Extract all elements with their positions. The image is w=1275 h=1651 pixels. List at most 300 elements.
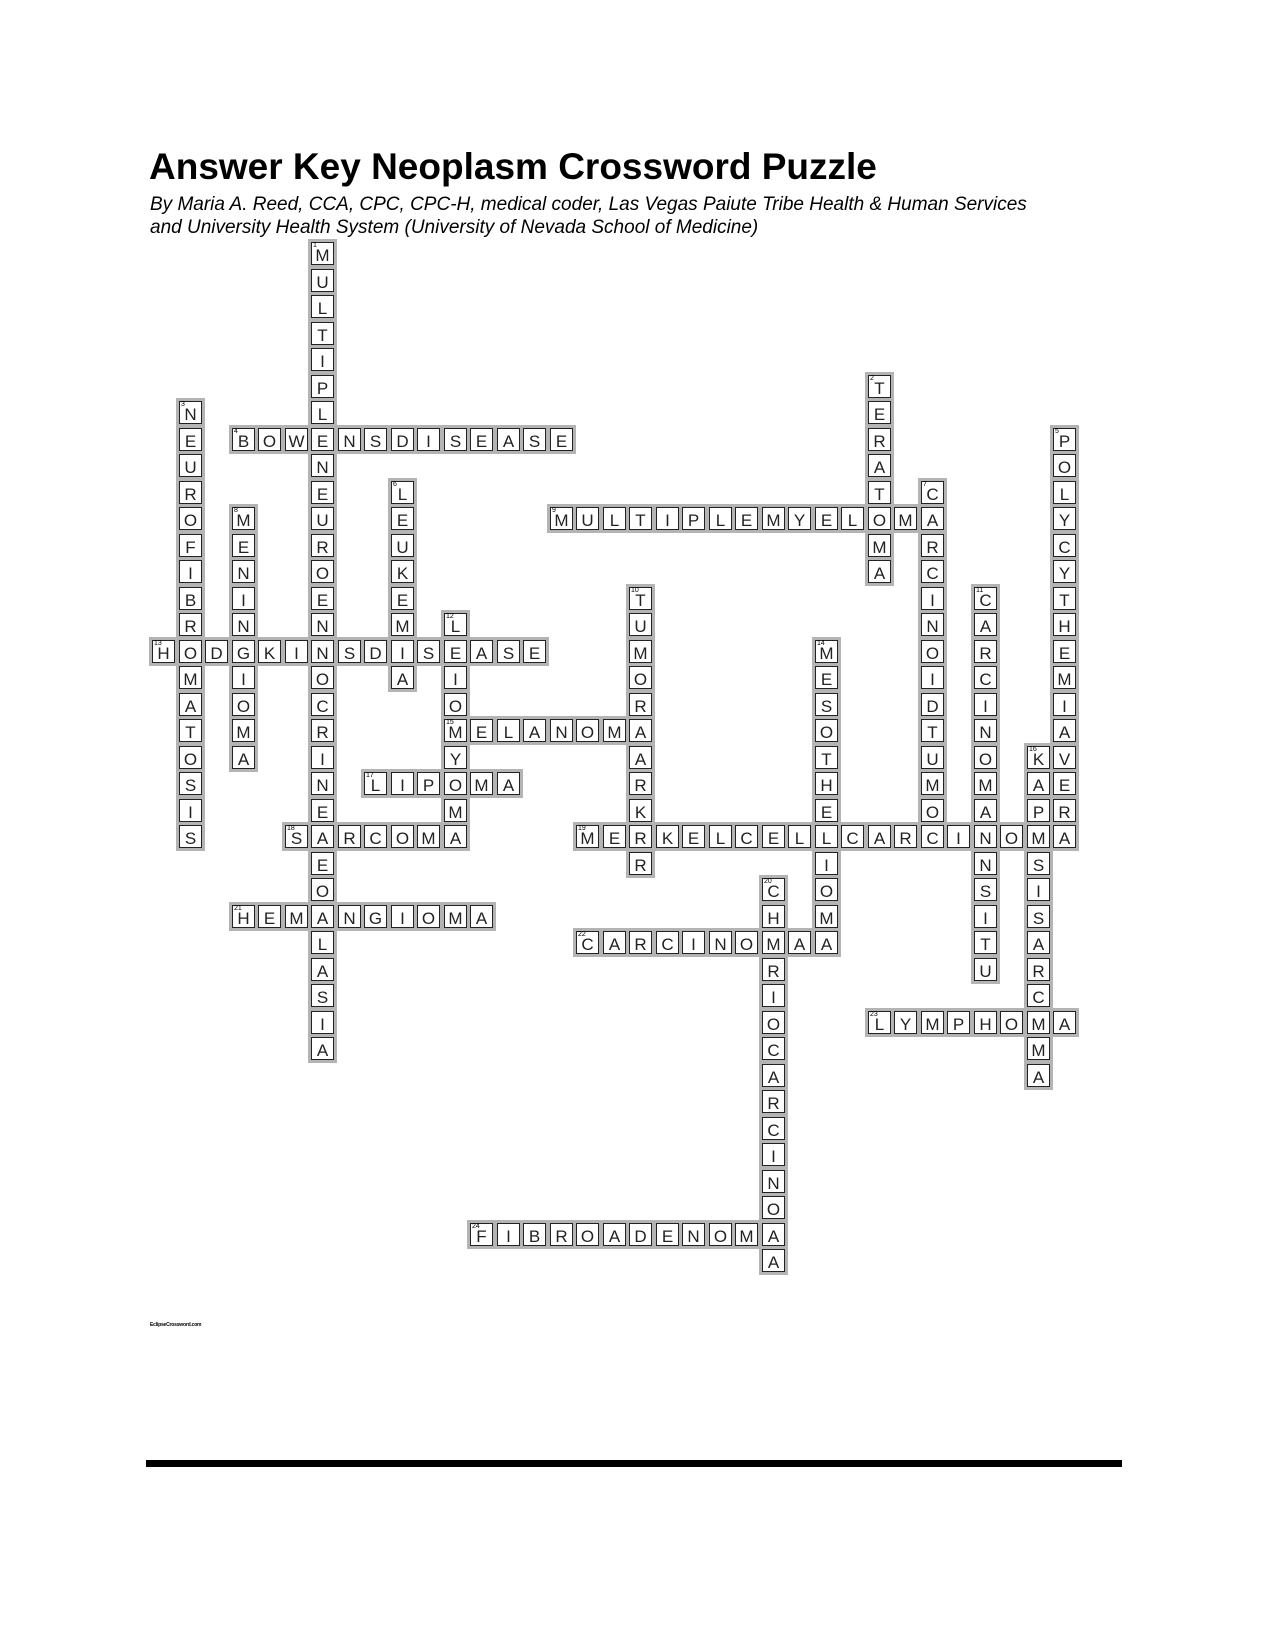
grid-cell (258, 905, 281, 928)
grid-cell (894, 825, 917, 848)
cell-letter: L (715, 829, 726, 848)
cell-letter: O (872, 511, 887, 530)
cell-letter: R (184, 617, 197, 636)
cell-letter: M (739, 1227, 754, 1246)
cell-letter: M (925, 1015, 940, 1034)
cell-letter: L (370, 776, 381, 795)
grid-cell (470, 772, 493, 795)
grid-cell (311, 587, 334, 610)
cell-letter: O (262, 432, 277, 451)
cell-letter: A (926, 511, 939, 530)
cell-letter: A (873, 829, 886, 848)
cell-letter: S (979, 882, 992, 901)
cell-letter: R (1032, 962, 1045, 981)
cell-letter: M (607, 723, 622, 742)
grid-cell (921, 719, 944, 742)
grid-cell (656, 825, 679, 848)
cell-letter: K (396, 564, 409, 583)
cell-letter: I (453, 670, 458, 689)
cell-letter: M (766, 511, 781, 530)
grid-cell (656, 1223, 679, 1246)
cell-letter: R (926, 538, 939, 557)
grid-cell (311, 401, 334, 424)
cell-letter: O (766, 1200, 781, 1219)
grid-cell (762, 1064, 785, 1087)
grid-cell (1053, 428, 1076, 451)
grid-cell (974, 666, 997, 689)
cell-letter: I (320, 750, 325, 769)
grid-cell (868, 560, 891, 583)
grid-cell (550, 428, 573, 451)
cell-letter: S (290, 829, 303, 848)
grid-cell (629, 719, 652, 742)
grid-cell (1053, 587, 1076, 610)
grid-cell (523, 640, 546, 663)
cell-letter: I (930, 591, 935, 610)
grid-cell (947, 1011, 970, 1034)
grid-cell (815, 799, 838, 822)
cell-letter: L (317, 935, 328, 954)
cell-letter: M (1031, 1015, 1046, 1034)
grid-cell (550, 1223, 573, 1246)
cell-letter: I (771, 988, 776, 1007)
grid-cell (444, 693, 467, 716)
cell-letter: E (820, 511, 833, 530)
cell-letter: I (241, 670, 246, 689)
cell-letter: M (448, 909, 463, 928)
cell-letter: N (979, 723, 992, 742)
cell-letter: M (554, 511, 569, 530)
cell-letter: A (316, 1041, 329, 1060)
grid-cell (152, 640, 175, 663)
grid-cell (868, 401, 891, 424)
grid-cell (391, 534, 414, 557)
grid-cell (762, 1117, 785, 1140)
grid-cell (921, 640, 944, 663)
cell-letter: A (184, 697, 197, 716)
grid-cell (1027, 984, 1050, 1007)
cell-letter: E (316, 485, 329, 504)
cell-letter: E (449, 644, 462, 663)
grid-cell (179, 799, 202, 822)
grid-cell (921, 799, 944, 822)
cell-letter: O (633, 670, 648, 689)
cell-letter: Y (1058, 564, 1071, 583)
cell-letter: K (661, 829, 674, 848)
byline-line-2: and University Health System (University of Nevada School of Medicine) (150, 217, 759, 238)
grid-cell (391, 640, 414, 663)
cell-letter: S (184, 829, 197, 848)
cell-letter: L (847, 511, 858, 530)
grid-cell (629, 931, 652, 954)
grid-cell (735, 1223, 758, 1246)
grid-cell (417, 428, 440, 451)
grid-cell (629, 507, 652, 530)
grid-cell (762, 1037, 785, 1060)
grid-cell (338, 825, 361, 848)
cell-letter: D (210, 644, 223, 663)
cell-letter: I (320, 1015, 325, 1034)
clue-number: 20 (764, 878, 772, 885)
clue-number: 5 (1055, 428, 1059, 435)
grid-cell (311, 772, 334, 795)
grid-cell (815, 905, 838, 928)
cell-letter: E (237, 538, 250, 557)
cell-letter: Y (899, 1015, 912, 1034)
grid-cell (311, 295, 334, 318)
cell-letter: R (899, 829, 912, 848)
cell-letter: E (687, 829, 700, 848)
cell-letter: E (316, 432, 329, 451)
cell-letter: E (555, 432, 568, 451)
grid-cell (921, 746, 944, 769)
cell-letter: M (474, 776, 489, 795)
cell-letter: N (979, 856, 992, 875)
cell-letter: L (397, 485, 408, 504)
grid-cell (815, 772, 838, 795)
grid-cell (232, 905, 255, 928)
grid-cell (550, 507, 573, 530)
cell-letter: O (315, 882, 330, 901)
cell-letter: N (767, 1174, 780, 1193)
grid-cell (258, 428, 281, 451)
clue-number: 19 (578, 825, 586, 832)
cell-letter: C (661, 935, 674, 954)
grid-cell (364, 640, 387, 663)
cell-letter: T (185, 723, 196, 742)
cell-letter: O (183, 750, 198, 769)
cell-letter: E (316, 803, 329, 822)
grid-cell (1053, 534, 1076, 557)
clue-number: 7 (923, 481, 927, 488)
grid-cell (603, 825, 626, 848)
cell-letter: I (506, 1227, 511, 1246)
grid-cell (232, 507, 255, 530)
cell-letter: T (635, 591, 646, 610)
clue-number: 18 (287, 825, 295, 832)
grid-cell (682, 931, 705, 954)
cell-letter: M (898, 511, 913, 530)
grid-cell (629, 640, 652, 663)
cell-letter: O (819, 882, 834, 901)
cell-letter: O (448, 697, 463, 716)
cell-letter: F (476, 1227, 487, 1246)
cell-letter: I (320, 352, 325, 371)
grid-cell (921, 587, 944, 610)
cell-letter: L (821, 829, 832, 848)
grid-cell (311, 613, 334, 636)
grid-cell (629, 799, 652, 822)
cell-letter: L (794, 829, 805, 848)
cell-letter: R (634, 776, 647, 795)
cell-letter: L (450, 617, 461, 636)
cell-letter: I (188, 564, 193, 583)
cell-letter: H (1058, 617, 1071, 636)
grid-cell (444, 825, 467, 848)
byline-line-1: By Maria A. Reed, CCA, CPC, CPC-H, medical coder, Las Vegas Paiute Tribe Health & Human Services (150, 194, 1027, 215)
cell-letter: O (183, 644, 198, 663)
grid-cell (417, 772, 440, 795)
grid-cell (868, 375, 891, 398)
cell-letter: S (184, 776, 197, 795)
grid-cell (444, 428, 467, 451)
cell-letter: B (528, 1227, 541, 1246)
grid-cell (603, 719, 626, 742)
cell-letter: T (980, 935, 991, 954)
grid-cell (762, 1011, 785, 1034)
grid-cell (444, 746, 467, 769)
clue-number: 21 (234, 905, 242, 912)
grid-cell (762, 878, 785, 901)
grid-cell (974, 958, 997, 981)
cell-letter: B (184, 591, 197, 610)
grid-cell (629, 825, 652, 848)
grid-cell (470, 719, 493, 742)
grid-cell (974, 772, 997, 795)
cell-letter: V (1058, 750, 1071, 769)
cell-letter: I (241, 591, 246, 610)
grid-cell (656, 507, 679, 530)
cell-letter: E (263, 909, 276, 928)
cell-letter: E (820, 803, 833, 822)
grid-cell (974, 852, 997, 875)
grid-cell (364, 772, 387, 795)
cell-letter: H (767, 909, 780, 928)
grid-cell (762, 931, 785, 954)
cell-letter: E (475, 723, 488, 742)
clue-number: 8 (234, 507, 238, 514)
grid-cell (815, 825, 838, 848)
grid-cell (470, 1223, 493, 1246)
grid-cell (497, 640, 520, 663)
cell-letter: M (1031, 1041, 1046, 1060)
grid-cell (179, 772, 202, 795)
grid-cell (311, 1037, 334, 1060)
cell-letter: A (316, 962, 329, 981)
cell-letter: R (316, 723, 329, 742)
cell-letter: E (396, 511, 409, 530)
grid-cell (179, 613, 202, 636)
grid-cell (338, 905, 361, 928)
grid-cell (444, 719, 467, 742)
cell-letter: D (396, 432, 409, 451)
cell-letter: C (926, 829, 939, 848)
grid-cell (1053, 799, 1076, 822)
cell-letter: L (503, 723, 514, 742)
grid-cell (629, 1223, 652, 1246)
grid-cell (417, 905, 440, 928)
clue-number: 10 (631, 587, 639, 594)
grid-cell (974, 746, 997, 769)
grid-cell (868, 1011, 891, 1034)
grid-cell (179, 587, 202, 610)
clue-number: 2 (870, 375, 874, 382)
grid-cell (311, 640, 334, 663)
clue-number: 3 (181, 401, 185, 408)
cell-letter: M (183, 670, 198, 689)
cell-letter: O (925, 644, 940, 663)
cell-letter: Y (793, 511, 806, 530)
cell-letter: C (369, 829, 382, 848)
grid-cell (576, 719, 599, 742)
cell-letter: I (771, 1147, 776, 1166)
clue-number: 13 (154, 640, 162, 647)
grid-cell (364, 905, 387, 928)
cell-letter: E (661, 1227, 674, 1246)
cell-letter: B (237, 432, 250, 451)
grid-cell (391, 666, 414, 689)
cell-letter: L (1059, 485, 1070, 504)
cell-letter: O (766, 1015, 781, 1034)
cell-letter: C (1032, 988, 1045, 1007)
grid-cell (894, 507, 917, 530)
cell-letter: H (237, 909, 250, 928)
grid-cell (497, 1223, 520, 1246)
cell-letter: A (449, 829, 462, 848)
footer-divider (146, 1460, 1122, 1467)
grid-cell (311, 322, 334, 345)
grid-cell (338, 640, 361, 663)
grid-cell (1053, 825, 1076, 848)
cell-letter: I (930, 670, 935, 689)
grid-cell (762, 1143, 785, 1166)
grid-cell (974, 613, 997, 636)
cell-letter: R (979, 644, 992, 663)
grid-cell (311, 905, 334, 928)
grid-cell (1053, 481, 1076, 504)
grid-cell (682, 1223, 705, 1246)
grid-cell (232, 613, 255, 636)
grid-cell (788, 931, 811, 954)
cell-letter: R (767, 962, 780, 981)
cell-letter: A (793, 935, 806, 954)
cell-letter: U (634, 617, 647, 636)
cell-letter: L (317, 299, 328, 318)
grid-cell (1000, 1011, 1023, 1034)
grid-cell (735, 825, 758, 848)
cell-letter: A (502, 776, 515, 795)
cell-letter: O (1004, 829, 1019, 848)
grid-cell (762, 1223, 785, 1246)
cell-letter: A (316, 909, 329, 928)
cell-letter: I (294, 644, 299, 663)
grid-cell (921, 772, 944, 795)
grid-cell (974, 693, 997, 716)
grid-cell (921, 693, 944, 716)
grid-cell (179, 719, 202, 742)
grid-cell (232, 428, 255, 451)
cell-letter: N (343, 432, 356, 451)
cell-letter: A (1058, 723, 1071, 742)
cell-letter: T (635, 511, 646, 530)
grid-cell (550, 719, 573, 742)
cell-letter: E (316, 856, 329, 875)
cell-letter: E (608, 829, 621, 848)
grid-cell (179, 401, 202, 424)
cell-letter: E (1058, 644, 1071, 663)
cell-letter: M (236, 723, 251, 742)
grid-cell (1053, 640, 1076, 663)
grid-cell (921, 534, 944, 557)
grid-cell (311, 1011, 334, 1034)
cell-letter: I (400, 776, 405, 795)
cell-letter: C (979, 591, 992, 610)
cell-letter: U (316, 273, 329, 292)
grid-cell (1027, 1064, 1050, 1087)
grid-cell (762, 1170, 785, 1193)
grid-cell (1053, 772, 1076, 795)
cell-letter: A (820, 935, 833, 954)
cell-letter: A (767, 1068, 780, 1087)
grid-cell (444, 905, 467, 928)
cell-letter: C (767, 882, 780, 901)
clue-number: 9 (552, 507, 556, 514)
cell-letter: E (767, 829, 780, 848)
grid-cell (815, 931, 838, 954)
clue-number: 6 (393, 481, 397, 488)
grid-cell (205, 640, 228, 663)
grid-cell (523, 428, 546, 451)
cell-letter: A (767, 1227, 780, 1246)
cell-letter: R (634, 697, 647, 716)
cell-letter: I (824, 856, 829, 875)
grid-cell (709, 1223, 732, 1246)
grid-cell (1027, 958, 1050, 981)
cell-letter: S (502, 644, 515, 663)
cell-letter: M (580, 829, 595, 848)
cell-letter: E (740, 511, 753, 530)
cell-letter: O (1004, 1015, 1019, 1034)
cell-letter: O (978, 750, 993, 769)
grid-cell (868, 428, 891, 451)
cell-letter: K (634, 803, 647, 822)
grid-cell (311, 746, 334, 769)
grid-cell (1053, 1011, 1076, 1034)
cell-letter: C (740, 829, 753, 848)
grid-cell (1027, 772, 1050, 795)
cell-letter: U (979, 962, 992, 981)
cell-letter: H (820, 776, 833, 795)
grid-cell (364, 428, 387, 451)
cell-letter: R (343, 829, 356, 848)
cell-letter: O (819, 723, 834, 742)
cell-letter: M (819, 909, 834, 928)
cell-letter: P (1058, 432, 1071, 451)
cell-letter: R (873, 432, 886, 451)
cell-letter: N (237, 564, 250, 583)
grid-cell (1000, 825, 1023, 848)
cell-letter: A (237, 750, 250, 769)
clue-number: 14 (817, 640, 825, 647)
cell-letter: H (157, 644, 170, 663)
cell-letter: W (288, 432, 305, 451)
grid-cell (285, 905, 308, 928)
cell-letter: R (634, 935, 647, 954)
grid-cell (868, 481, 891, 504)
cell-letter: M (1057, 670, 1072, 689)
grid-cell (232, 719, 255, 742)
cell-letter: S (369, 432, 382, 451)
grid-cell (311, 984, 334, 1007)
grid-cell (444, 772, 467, 795)
cell-letter: A (316, 829, 329, 848)
cell-letter: R (316, 538, 329, 557)
grid-cell (576, 1223, 599, 1246)
grid-cell (1027, 878, 1050, 901)
grid-cell (470, 428, 493, 451)
cell-letter: Y (449, 750, 462, 769)
clue-number: 15 (446, 719, 454, 726)
